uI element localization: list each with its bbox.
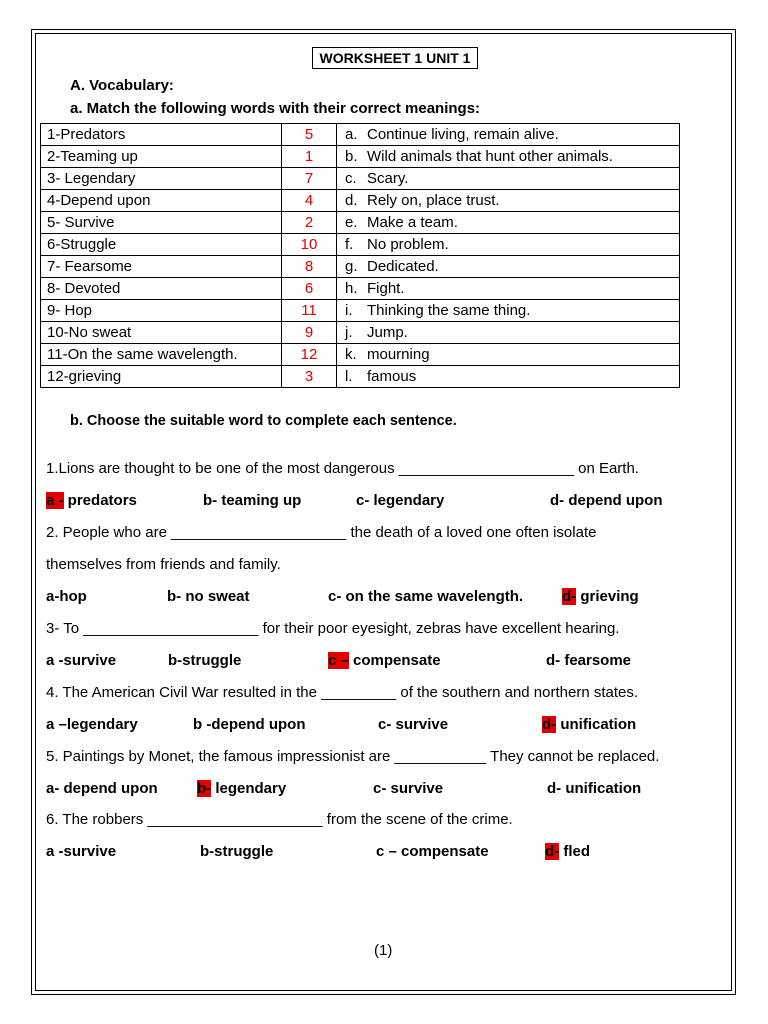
option-marker: a - [46,492,64,509]
question-text: 1.Lions are thought to be one of the most dangerous _____________________ on Earth. [46,460,639,477]
meaning-letter: e. [345,213,358,231]
meaning-cell [337,278,680,300]
option-text: d- depend upon [550,492,663,509]
matching-table [40,123,680,388]
answer-option [167,588,250,605]
question-text: 2. People who are _____________________ the death of a loved one often isolate [46,524,597,541]
answer-option [46,652,116,669]
option-text: compensate [348,652,441,669]
meaning-cell [337,146,680,168]
page-number: (1) [374,942,393,959]
vocab-word: 3- Legendary [41,168,282,190]
option-text: a-hop [46,588,87,605]
answer-option [203,492,301,509]
option-text: predators [63,492,137,509]
option-text: a -survive [46,652,117,669]
meaning-cell [337,234,680,256]
meaning-text: Thinking the same thing. [367,301,531,319]
vocab-word: 11-On the same wavelength. [41,344,282,366]
answer-option [356,492,444,509]
option-text: b-struggle [200,843,274,860]
option-text: c- legendary [356,492,445,509]
table-row [41,300,680,322]
meaning-cell [337,366,680,388]
match-answer: 5 [282,124,337,146]
table-row [41,212,680,234]
answer-option [550,492,662,509]
option-text: c- survive [378,716,449,733]
answer-option-selected [46,492,137,509]
answer-option [378,716,448,733]
meaning-letter: c. [345,169,357,187]
option-text: b-struggle [168,652,242,669]
match-answer: 6 [282,278,337,300]
vocab-word: 4-Depend upon [41,190,282,212]
match-answer: 7 [282,168,337,190]
table-row [41,168,680,190]
vocab-word: 6-Struggle [41,234,282,256]
meaning-text: famous [367,367,417,385]
option-text: legendary [211,780,287,797]
meaning-text: Continue living, remain alive. [367,125,559,143]
answer-option [200,843,273,860]
meaning-cell [337,190,680,212]
match-answer: 1 [282,146,337,168]
meaning-letter: j. [345,323,353,341]
meaning-letter: f. [345,235,354,253]
vocab-word: 1-Predators [41,124,282,146]
meaning-letter: b. [345,147,358,165]
worksheet-title: WORKSHEET 1 UNIT 1 [312,47,478,69]
meaning-cell [337,168,680,190]
option-text: a -survive [46,843,117,860]
option-text: grieving [576,588,639,605]
meaning-letter: i. [345,301,353,319]
match-answer: 12 [282,344,337,366]
meaning-text: Dedicated. [367,257,439,275]
table-row [41,278,680,300]
table-row [41,344,680,366]
meaning-cell [337,256,680,278]
option-marker: c – [328,652,349,669]
question-text: 3- To _____________________ for their poor eyesight, zebras have excellent hearing. [46,620,620,637]
match-answer: 2 [282,212,337,234]
option-marker: d- [562,588,577,605]
answer-option [46,588,87,605]
question-text: 5. Paintings by Monet, the famous impressionist are ___________ They cannot be replaced. [46,748,660,765]
answer-option [193,716,305,733]
question-text: 6. The robbers _____________________ from the scene of the crime. [46,811,513,828]
table-row [41,146,680,168]
meaning-cell [337,322,680,344]
meaning-text: Rely on, place trust. [367,191,500,209]
option-text: d- unification [547,780,642,797]
option-marker: b- [197,780,212,797]
vocab-word: 10-No sweat [41,322,282,344]
answer-option [547,780,641,797]
option-text: b- no sweat [167,588,250,605]
option-text: c – compensate [376,843,489,860]
table-row [41,256,680,278]
meaning-text: Jump. [367,323,408,341]
meaning-cell [337,300,680,322]
option-marker: d- [542,716,557,733]
meaning-letter: d. [345,191,358,209]
meaning-text: Make a team. [367,213,458,231]
meaning-text: Wild animals that hunt other animals. [367,147,613,165]
table-row [41,190,680,212]
answer-option-selected [197,780,286,797]
meaning-text: mourning [367,345,430,363]
table-row [41,124,680,146]
option-text: c- on the same wavelength. [328,588,524,605]
answer-option [328,588,523,605]
section-a-heading: A. Vocabulary: [70,77,174,94]
question-text: 4. The American Civil War resulted in the _________ of the southern and northern states. [46,684,639,701]
meaning-letter: l. [345,367,353,385]
option-text: a –legendary [46,716,138,733]
answer-option [46,716,138,733]
option-text: a- depend upon [46,780,158,797]
match-answer: 4 [282,190,337,212]
table-row [41,366,680,388]
answer-option [373,780,443,797]
match-answer: 10 [282,234,337,256]
match-answer: 11 [282,300,337,322]
part-b-instruction: b. Choose the suitable word to complete each sentence. [70,413,457,429]
vocab-word: 8- Devoted [41,278,282,300]
option-text: d- fearsome [546,652,632,669]
answer-option [546,652,631,669]
option-marker: d- [545,843,560,860]
vocab-word: 12-grieving [41,366,282,388]
table-row [41,322,680,344]
vocab-word: 7- Fearsome [41,256,282,278]
option-text: fled [559,843,591,860]
vocab-word: 2-Teaming up [41,146,282,168]
answer-option-selected [545,843,590,860]
meaning-letter: k. [345,345,357,363]
match-answer: 3 [282,366,337,388]
meaning-cell [337,124,680,146]
meaning-text: No problem. [367,235,449,253]
meaning-letter: g. [345,257,358,275]
answer-option [168,652,241,669]
option-text: c- survive [373,780,444,797]
option-text: b- teaming up [203,492,302,509]
meaning-letter: a. [345,125,358,143]
meaning-text: Scary. [367,169,409,187]
meaning-cell [337,212,680,234]
vocab-word: 9- Hop [41,300,282,322]
meaning-letter: h. [345,279,358,297]
match-answer: 8 [282,256,337,278]
answer-option-selected [542,716,636,733]
match-answer: 9 [282,322,337,344]
part-a-instruction: a. Match the following words with their correct meanings: [70,100,481,117]
table-row [41,234,680,256]
answer-option [376,843,489,860]
meaning-cell [337,344,680,366]
answer-option-selected [328,652,441,669]
option-text: b -depend upon [193,716,306,733]
answer-option [46,780,158,797]
answer-option [46,843,116,860]
option-text: unification [556,716,637,733]
answer-option-selected [562,588,639,605]
meaning-text: Fight. [367,279,405,297]
vocab-word: 5- Survive [41,212,282,234]
question-text: themselves from friends and family. [46,556,281,573]
